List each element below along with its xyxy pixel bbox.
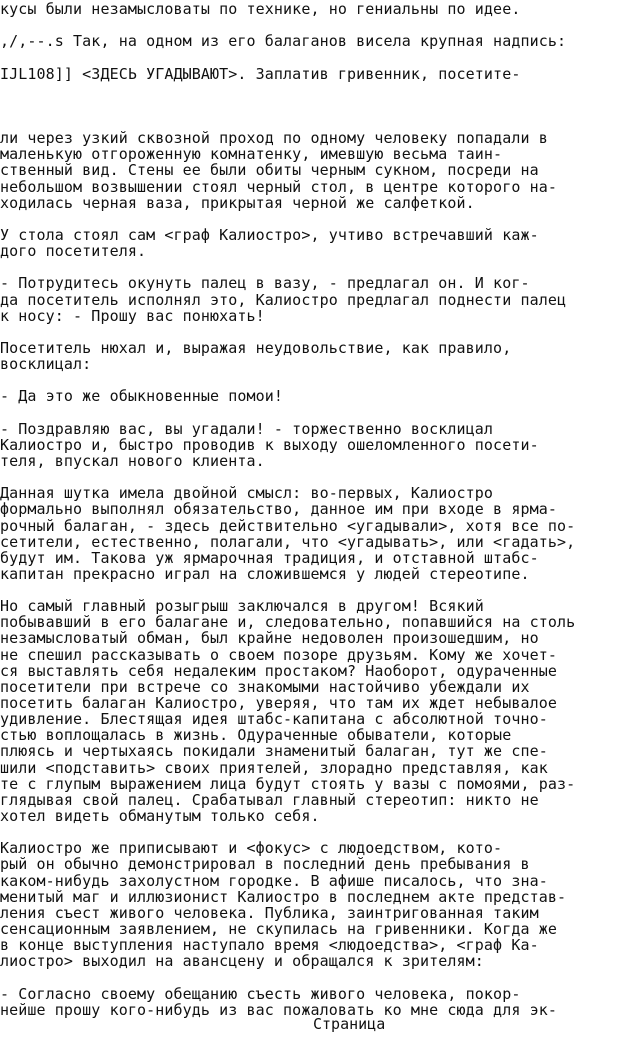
text-line: маленькую отгороженную комнатенку, имевшую весьма таин- <box>0 145 503 164</box>
text-line: глядывая свой палец. Срабатывал главный стереотип: никто не <box>0 790 539 809</box>
text-line: формально выполнял обязательство, данное им при входе в ярма- <box>0 500 557 519</box>
text-line: сетители, естественно, полагали, что <угадывать>, или <гадать>, <box>0 532 576 551</box>
text-line: хотел видеть обманутым только себя. <box>0 807 320 826</box>
text-line: посетители при встрече со знакомыми настойчиво убеждали их <box>0 677 530 696</box>
text-line: Данная шутка имела двойной смысл: во-первых, Калиостро <box>0 484 494 503</box>
blank-line <box>0 823 620 839</box>
blank-line <box>0 371 620 387</box>
text-line: ,/,--.s Так, на одном из его балаганов висела крупная надпись: <box>0 32 567 51</box>
text-line: Калиостро же приписывают и <фокус> с людоедством, кото- <box>0 839 503 858</box>
blank-line <box>0 16 620 32</box>
text-line: ходилась черная ваза, прикрытая черной же салфеткой. <box>0 193 475 212</box>
text-line: - Потрудитесь окунуть палец в вазу, - предлагал он. И ког- <box>0 274 530 293</box>
text-line: сенсационным заявлением, не скупилась на гривенники. Когда же <box>0 920 557 939</box>
text-line: стью воплощалась в жизнь. Одураченные обыватели, которые <box>0 726 512 745</box>
text-line: рочный балаган, - здесь действительно <угадывали>, хотя все по- <box>0 516 576 535</box>
text-line: не спешил рассказывать о своем позоре друзьям. Кому же хочет- <box>0 645 557 664</box>
text-line: посетить балаган Калиостро, уверяя, что там их ждет небывалое <box>0 694 557 713</box>
blank-line <box>0 404 620 420</box>
text-line: дого посетителя. <box>0 242 147 261</box>
text-line: ственный вид. Стены ее были обиты черным сукном, посреди на <box>0 161 539 180</box>
blank-line <box>0 258 620 274</box>
text-line: побывавший в его балагане и, следовательно, попавшийся на столь <box>0 613 576 632</box>
text-line: восклицал: <box>0 355 92 374</box>
text-line: ся выставлять себя недалеким простаком? Наоборот, одураченные <box>0 661 557 680</box>
text-line: Калиостро и, быстро проводив к выходу ошеломленного посети- <box>0 435 539 454</box>
text-line: менитый маг и иллюзионист Калиостро в последнем акте представ- <box>0 887 567 906</box>
blank-line <box>0 48 620 64</box>
blank-line <box>0 81 620 97</box>
text-line: нейше прошу кого-нибудь из вас пожаловать ко мне сюда для эк- <box>0 1000 557 1019</box>
text-line: в конце выступления наступало время <людоедства>, <граф Ка- <box>0 936 539 955</box>
blank-line <box>0 97 620 113</box>
text-line: лиостро> выходил на авансцену и обращался к зрителям: <box>0 952 484 971</box>
blank-line <box>0 968 620 984</box>
text-line: будут им. Такова уж ярмарочная традиция, и отставной штабс- <box>0 548 539 567</box>
text-line: - Да это же обыкновенные помои! <box>0 387 284 406</box>
text-line: ления съест живого человека. Публика, заинтригованная таким <box>0 903 539 922</box>
text-line: Но самый главный розыгрыш заключался в другом! Всякий <box>0 597 484 616</box>
text-line: незамысловатый обман, был крайне недоволен произошедшим, но <box>0 629 539 648</box>
blank-line <box>0 210 620 226</box>
text-line: - Согласно своему обещанию съесть живого человека, покор- <box>0 984 521 1003</box>
text-line: ли через узкий сквозной проход по одному человеку попадали в <box>0 129 548 148</box>
text-line: небольшом возвышении стоял черный стол, в центре которого на- <box>0 177 557 196</box>
text-line: рый он обычно демонстрировал в последний день пребывания в <box>0 855 530 874</box>
text-line: капитан прекрасно играл на сложившемся у людей стереотипе. <box>0 564 530 583</box>
blank-line <box>0 323 620 339</box>
text-line: да посетитель исполнял это, Калиостро предлагал поднести палец <box>0 290 567 309</box>
text-line: У стола стоял сам <граф Калиостро>, учтиво встречавший каж- <box>0 225 539 244</box>
text-line: те с глупым выражением лица будут стоять у вазы с помоями, раз- <box>0 774 576 793</box>
text-line: шили <подставить> своих приятелей, злорадно представляя, как <box>0 758 548 777</box>
text-line: теля, впускал нового клиента. <box>0 451 265 470</box>
text-line: каком-нибудь захолустном городке. В афише писалось, что зна- <box>0 871 548 890</box>
text-line: кусы были незамысловаты по технике, но гениальны по идее. <box>0 0 521 18</box>
blank-line <box>0 468 620 484</box>
text-line: плюясь и чертыхаясь покидали знаменитый балаган, тут же спе- <box>0 742 548 761</box>
blank-line <box>0 581 620 597</box>
text-line: - Поздравляю вас, вы угадали! - торжественно восклицал <box>0 419 494 438</box>
blank-line <box>0 113 620 129</box>
page-footer-label: Страница <box>313 1015 386 1033</box>
text-line: к носу: - Прошу вас понюхать! <box>0 306 265 325</box>
text-line: Посетитель нюхал и, выражая неудовольствие, как правило, <box>0 338 512 357</box>
text-line: IJL108]] <ЗДЕСЬ УГАДЫВАЮТ>. Заплатив гривенник, посетите- <box>0 64 521 83</box>
text-line: удивление. Блестящая идея штабс-капитана с абсолютной точно- <box>0 710 548 729</box>
